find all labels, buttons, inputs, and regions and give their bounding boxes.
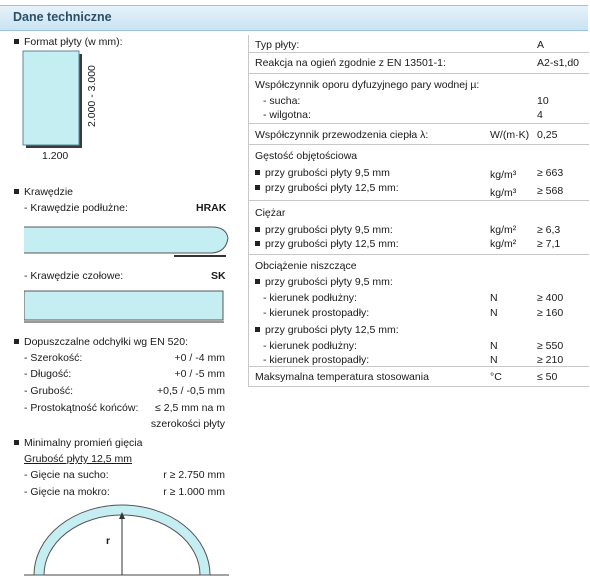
row-sublabel: - wilgotna: xyxy=(263,109,311,121)
table-row xyxy=(249,53,589,74)
bending-label: Minimalny promień gięcia xyxy=(14,437,142,449)
tolerance-value: +0 / -5 mm xyxy=(174,368,225,380)
row-value: ≥ 7,1 xyxy=(537,238,561,250)
bullet-icon xyxy=(255,241,260,246)
row-value: A xyxy=(537,39,545,51)
row-label: Reakcja na ogień zgodnie z EN 13501-1: xyxy=(255,57,446,69)
row-value: ≥ 663 xyxy=(537,167,564,179)
tolerance-name: - Długość: xyxy=(24,368,72,380)
row-sublabel: - kierunek podłużny: xyxy=(263,340,357,352)
row-unit: °C xyxy=(490,371,502,383)
bending-value: r ≥ 1.000 mm xyxy=(163,486,225,498)
row-sublabel: - kierunek prostopadły: xyxy=(263,307,370,319)
tolerance-value: ≤ 2,5 mm na m xyxy=(155,402,225,414)
tolerance-name: - Grubość: xyxy=(24,385,74,397)
long-edge-code: HRAK xyxy=(196,202,227,214)
dim-horizontal: 1.200 xyxy=(42,150,69,162)
row-value: ≥ 400 xyxy=(537,292,564,304)
row-unit: N xyxy=(490,340,498,352)
table-row xyxy=(249,145,589,201)
sk-edge-drawing xyxy=(24,290,236,324)
row-unit: W/(m·K) xyxy=(490,129,530,141)
bullet-icon xyxy=(14,39,19,44)
row-sublabel: przy grubości płyty 12,5 mm: xyxy=(255,324,399,336)
bending-value: r ≥ 2.750 mm xyxy=(163,469,225,481)
tolerance-name: - Prostokątność końców: xyxy=(24,402,139,414)
bullet-icon xyxy=(255,227,260,232)
tolerances-label: Dopuszczalne odchyłki wg EN 520: xyxy=(14,336,188,348)
row-sublabel: przy grubości płyty 12,5 mm: xyxy=(255,182,399,194)
row-sublabel: - sucha: xyxy=(263,95,301,107)
row-value: 10 xyxy=(537,95,549,107)
table-row xyxy=(249,124,589,145)
row-unit: N xyxy=(490,354,498,366)
row-value: 0,25 xyxy=(537,129,558,141)
row-sublabel: - kierunek prostopadły: xyxy=(263,354,370,366)
row-label: Gęstość objętościowa xyxy=(255,150,358,162)
dim-vertical: 2.000 - 3.000 xyxy=(86,65,98,127)
properties-table xyxy=(248,35,589,387)
long-edge-label: - Krawędzie podłużne: xyxy=(24,202,128,214)
row-sublabel: przy grubości płyty 9,5 mm: xyxy=(255,224,393,236)
row-label: Ciężar xyxy=(255,207,286,219)
row-value: ≥ 160 xyxy=(537,307,564,319)
bending-radius-drawing xyxy=(24,502,234,582)
hrak-edge-drawing xyxy=(24,224,236,260)
row-value: ≥ 568 xyxy=(537,185,564,197)
bullet-icon xyxy=(255,327,260,332)
bullet-icon xyxy=(14,189,19,194)
row-unit: kg/m³ xyxy=(490,169,517,181)
row-unit: kg/m² xyxy=(490,224,517,236)
row-sublabel: - kierunek podłużny: xyxy=(263,292,357,304)
row-value: 4 xyxy=(537,109,543,121)
board-format-drawing xyxy=(22,50,84,150)
bullet-icon xyxy=(14,339,19,344)
row-sublabel: przy grubości płyty 9,5 mm xyxy=(255,167,390,179)
tolerance-name: - Szerokość: xyxy=(24,352,83,364)
edges-label: Krawędzie xyxy=(14,186,73,198)
row-label: Współczynnik przewodzenia ciepła λ: xyxy=(255,129,429,141)
row-value: ≤ 50 xyxy=(537,371,558,383)
bullet-icon xyxy=(14,440,19,445)
bending-name: - Gięcie na mokro: xyxy=(24,486,110,498)
row-value: ≥ 550 xyxy=(537,340,564,352)
table-row xyxy=(249,35,589,53)
row-unit: N xyxy=(490,307,498,319)
row-unit: kg/m² xyxy=(490,238,517,250)
row-sublabel: przy grubości płyty 9,5 mm: xyxy=(255,276,393,288)
section-title: Dane techniczne xyxy=(13,10,112,24)
tolerance-value: +0 / -4 mm xyxy=(174,352,225,364)
bending-subtitle: Grubość płyty 12,5 mm xyxy=(24,453,132,465)
bullet-icon xyxy=(255,279,260,284)
short-edge-label: - Krawędzie czołowe: xyxy=(24,270,124,282)
row-label: Obciążenie niszczące xyxy=(255,260,357,272)
table-row xyxy=(249,201,589,255)
section-header xyxy=(0,5,588,31)
bullet-icon xyxy=(255,170,260,175)
tolerance-value: +0,5 / -0,5 mm xyxy=(157,385,225,397)
format-label: Format płyty (w mm): xyxy=(14,36,123,48)
row-value: A2-s1,d0 xyxy=(537,57,580,69)
bending-name: - Gięcie na sucho: xyxy=(24,469,109,481)
bullet-icon xyxy=(255,185,260,190)
row-label: Maksymalna temperatura stosowania xyxy=(255,371,429,383)
tolerance-extra: szerokości płyty xyxy=(150,418,225,430)
row-value: ≥ 210 xyxy=(537,354,564,366)
row-label: Typ płyty: xyxy=(255,39,300,51)
table-row xyxy=(249,74,589,124)
row-label: Współczynnik oporu dyfuzyjnego pary wodnej µ: xyxy=(255,79,480,91)
short-edge-code: SK xyxy=(211,270,226,282)
row-unit: N xyxy=(490,292,498,304)
row-sublabel: przy grubości płyty 12,5 mm: xyxy=(255,238,399,250)
row-value: ≥ 6,3 xyxy=(537,224,561,236)
row-unit: kg/m³ xyxy=(490,187,517,199)
table-row xyxy=(249,367,589,387)
radius-label: r xyxy=(106,535,111,547)
table-row xyxy=(249,255,589,367)
